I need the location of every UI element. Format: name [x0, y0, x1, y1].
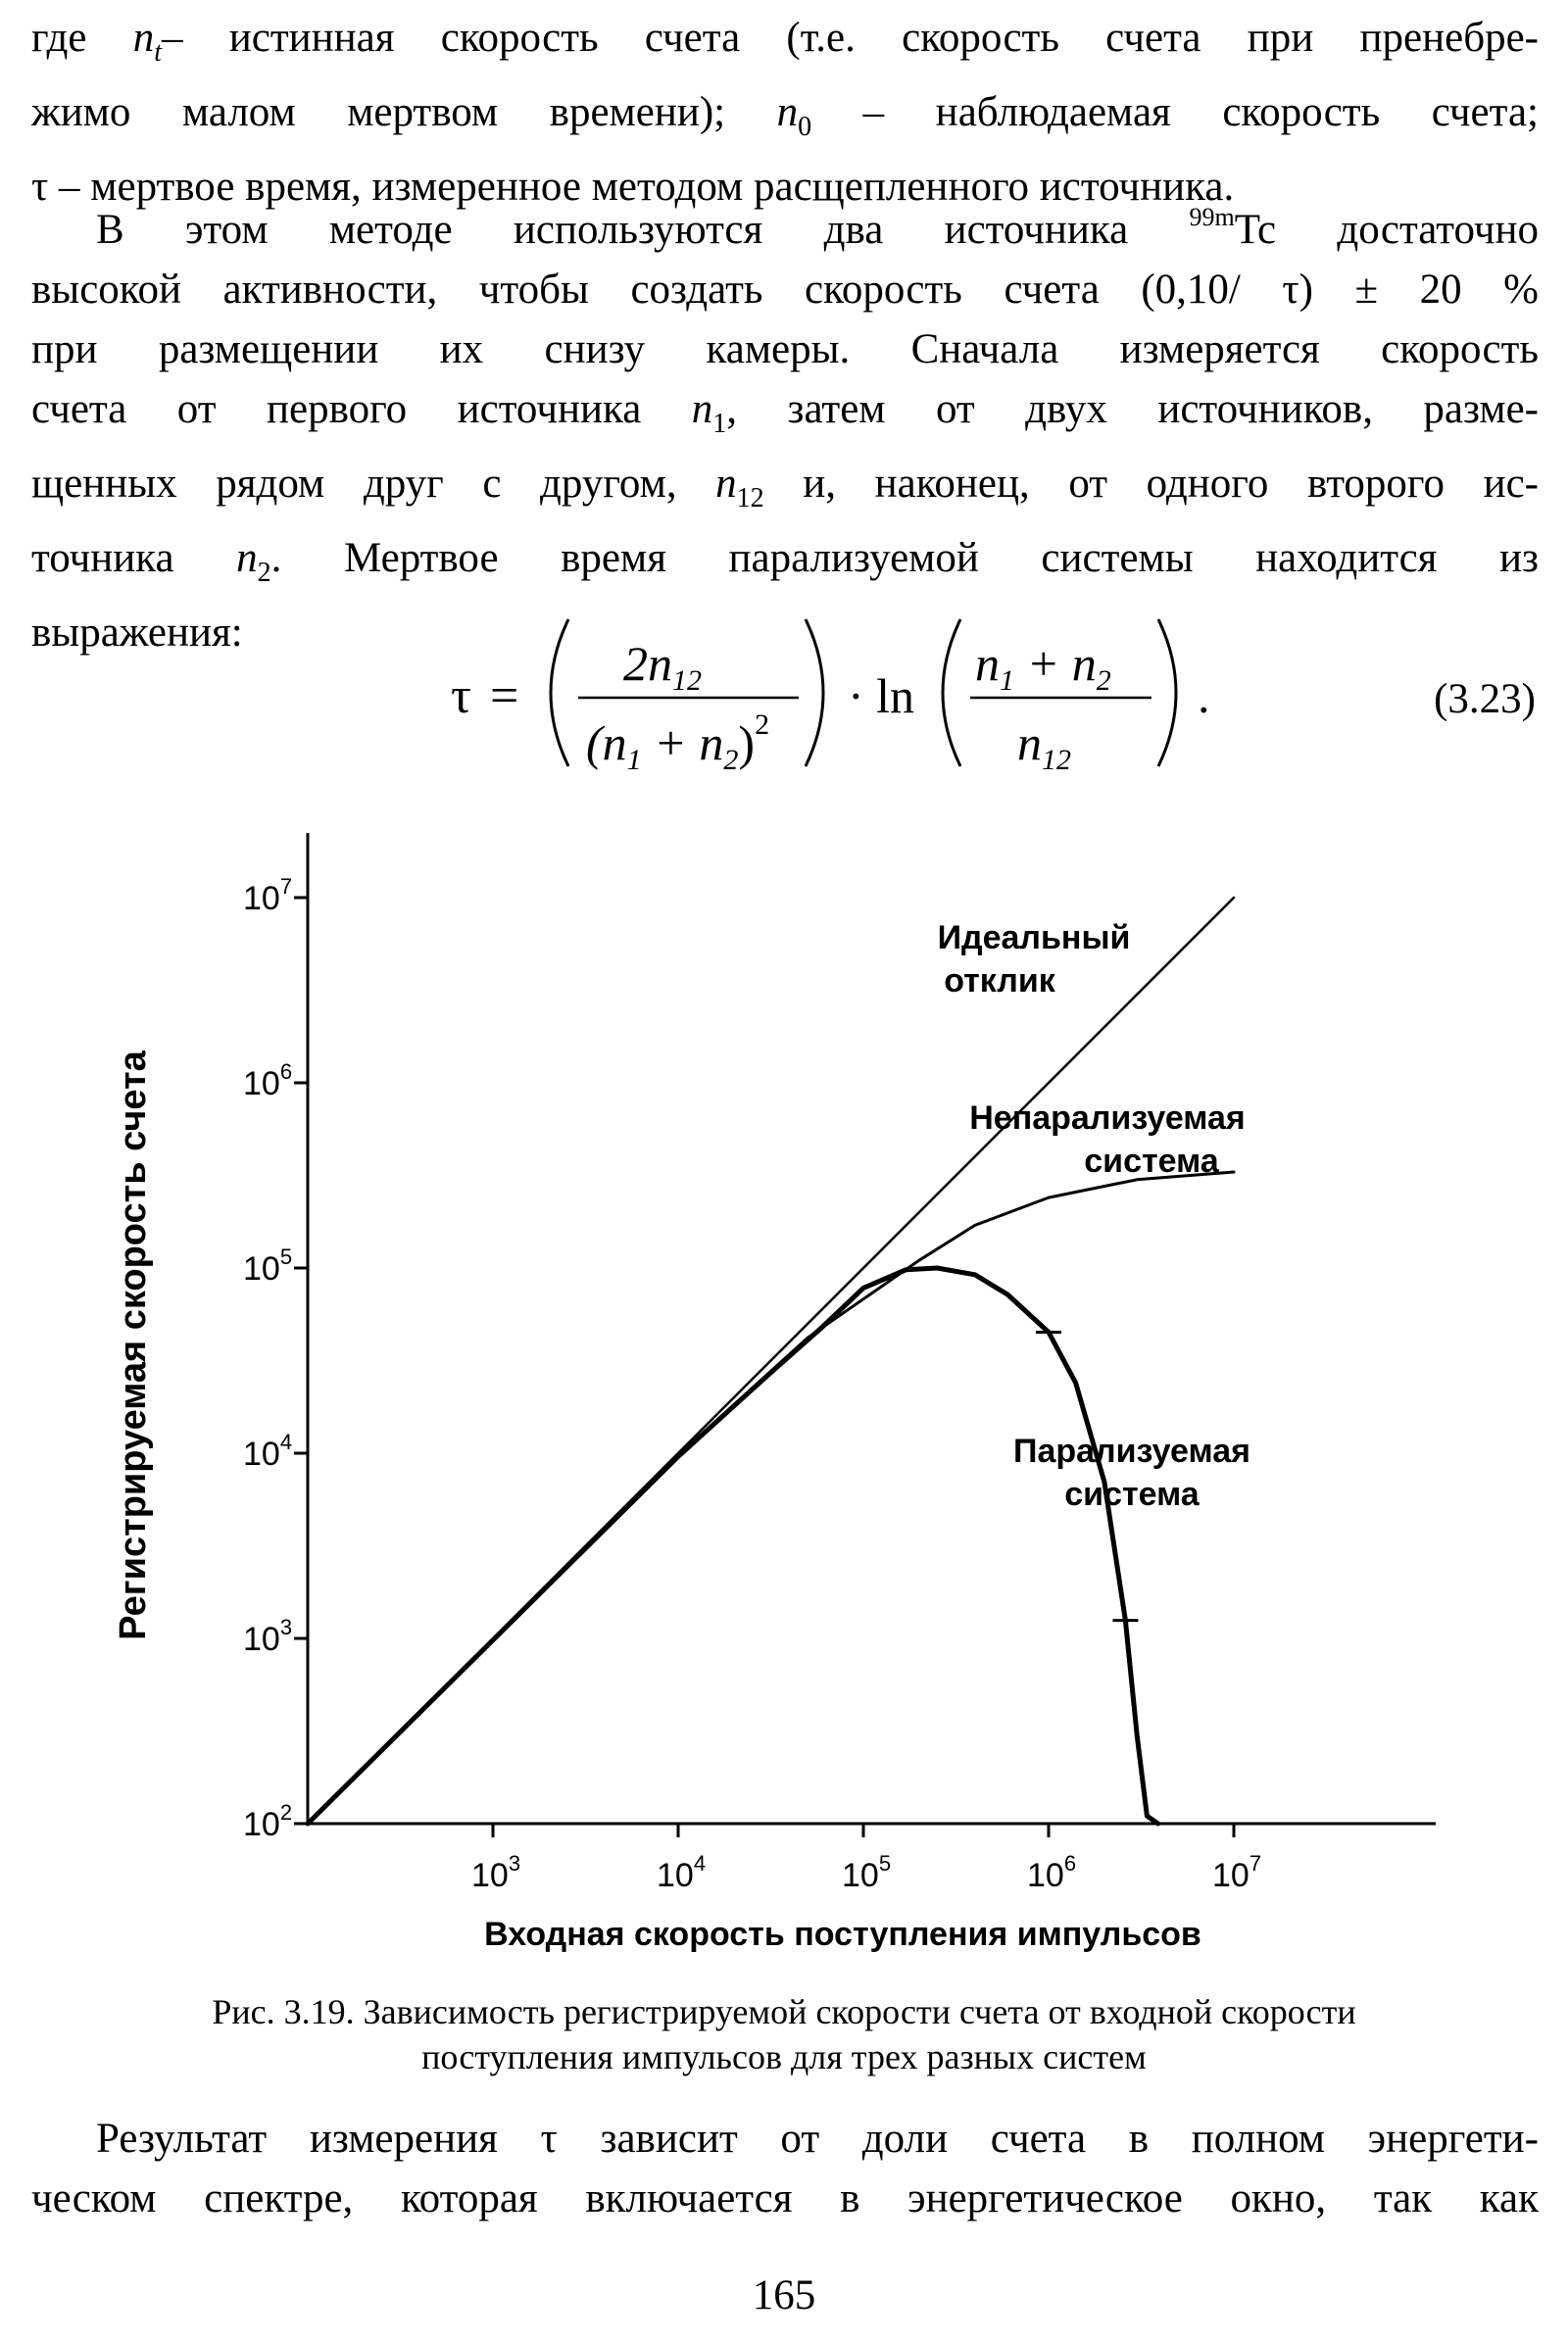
paragraph-line: счета от первого источника $n_1$, затем от двух источников, разме-	[31, 386, 1539, 439]
equation-tau: τ	[451, 668, 471, 724]
x-axis-label: Входная скорость поступления импульсов	[484, 1916, 1201, 1953]
paralyzable-system-line	[308, 1268, 1158, 1824]
paragraph-line: ческом спектре, которая включается в энергетическое окно, так как	[31, 2175, 1539, 2221]
paragraph-line: В этом методе используются два источника $^{99m}$Tc достаточно	[96, 203, 1539, 253]
y-tick-label: $10^4$	[243, 1430, 293, 1473]
paragraph-2	[31, 187, 1539, 662]
paragraph-1	[31, 8, 1539, 217]
paragraph-line: точника $n_2$. Мертвое время парализуемой системы находится из	[31, 535, 1539, 588]
equation-equals: =	[490, 668, 519, 724]
series-label: система	[1064, 1476, 1200, 1513]
y-tick-label: $10^7$	[243, 874, 293, 917]
series-label: Парализуемая	[1013, 1433, 1250, 1470]
x-axis-ticks	[471, 1824, 1261, 1894]
y-tick-label: $10^5$	[243, 1244, 293, 1288]
chart-series	[308, 898, 1234, 1824]
fraction2-denominator: $n_{12}$	[1017, 715, 1071, 776]
paragraph-line: Результат измерения τ зависит от доли счета в полном энергети-	[96, 2116, 1539, 2162]
left-paren	[551, 619, 568, 766]
figure-caption-line: Рис. 3.19. Зависимость регистрируемой скорости счета от входной скорости	[212, 1992, 1356, 2031]
figure-3-19-chart	[98, 823, 1470, 1979]
y-tick-label: $10^6$	[243, 1059, 293, 1102]
right-paren	[1158, 619, 1176, 766]
x-tick-label: $10^4$	[657, 1851, 707, 1894]
right-paren	[806, 619, 823, 766]
y-axis-label: Регистрируемая скорость счета	[113, 1050, 154, 1640]
x-tick-label: $10^6$	[1027, 1851, 1077, 1894]
figure-caption-line: поступления импульсов для трех разных систем	[421, 2037, 1147, 2076]
paragraph-line: при размещении их снизу камеры. Сначала измеряется скорость	[31, 326, 1539, 372]
equation-number: (3.23)	[1434, 676, 1536, 722]
paragraph-line: щенных рядом друг с другом, $n_{12}$ и, наконец, от одного второго ис-	[31, 461, 1539, 513]
paragraph-line: высокой активности, чтобы создать скорость счета (0,10/ τ) ± 20 %	[31, 267, 1539, 313]
paragraph-line: выражения:	[31, 610, 243, 656]
fraction2-numerator: $n_1 + n_2$	[975, 636, 1111, 697]
left-paren	[943, 619, 960, 766]
equation-3-23	[431, 600, 1548, 786]
paragraph-3	[31, 2109, 1539, 2228]
series-label: отклик	[944, 962, 1055, 1000]
paragraph-line: где $n_t-$ истинная скорость счета (т.е. скорость счета при пренебре-	[31, 15, 1539, 68]
series-label: Непарализуемая	[969, 1099, 1246, 1137]
equation-dot-ln: · ln	[848, 668, 915, 723]
page-number: 165	[752, 2272, 816, 2318]
chart-series-labels	[938, 919, 1250, 1513]
series-label: Идеальный	[937, 919, 1131, 956]
paragraph-line: τ – мертвое время, измеренное методом расщепленного источника.	[31, 164, 1235, 210]
fraction1-denominator: $(n_1 + n_2)^2$	[586, 708, 770, 776]
x-tick-label: $10^7$	[1212, 1851, 1262, 1894]
x-tick-label: $10^3$	[471, 1851, 521, 1894]
y-tick-label: $10^3$	[243, 1615, 293, 1658]
fraction1-numerator: $2n_{12}$	[623, 636, 702, 697]
y-axis-ticks	[243, 874, 308, 1843]
x-tick-label: $10^5$	[842, 1851, 892, 1894]
equation-period: .	[1198, 668, 1210, 723]
series-label: система	[1084, 1143, 1219, 1180]
y-tick-label: $10^2$	[243, 1800, 293, 1843]
paragraph-line: жимо малом мертвом времени); $n_0$ – наблюдаемая скорость счета;	[31, 89, 1539, 142]
